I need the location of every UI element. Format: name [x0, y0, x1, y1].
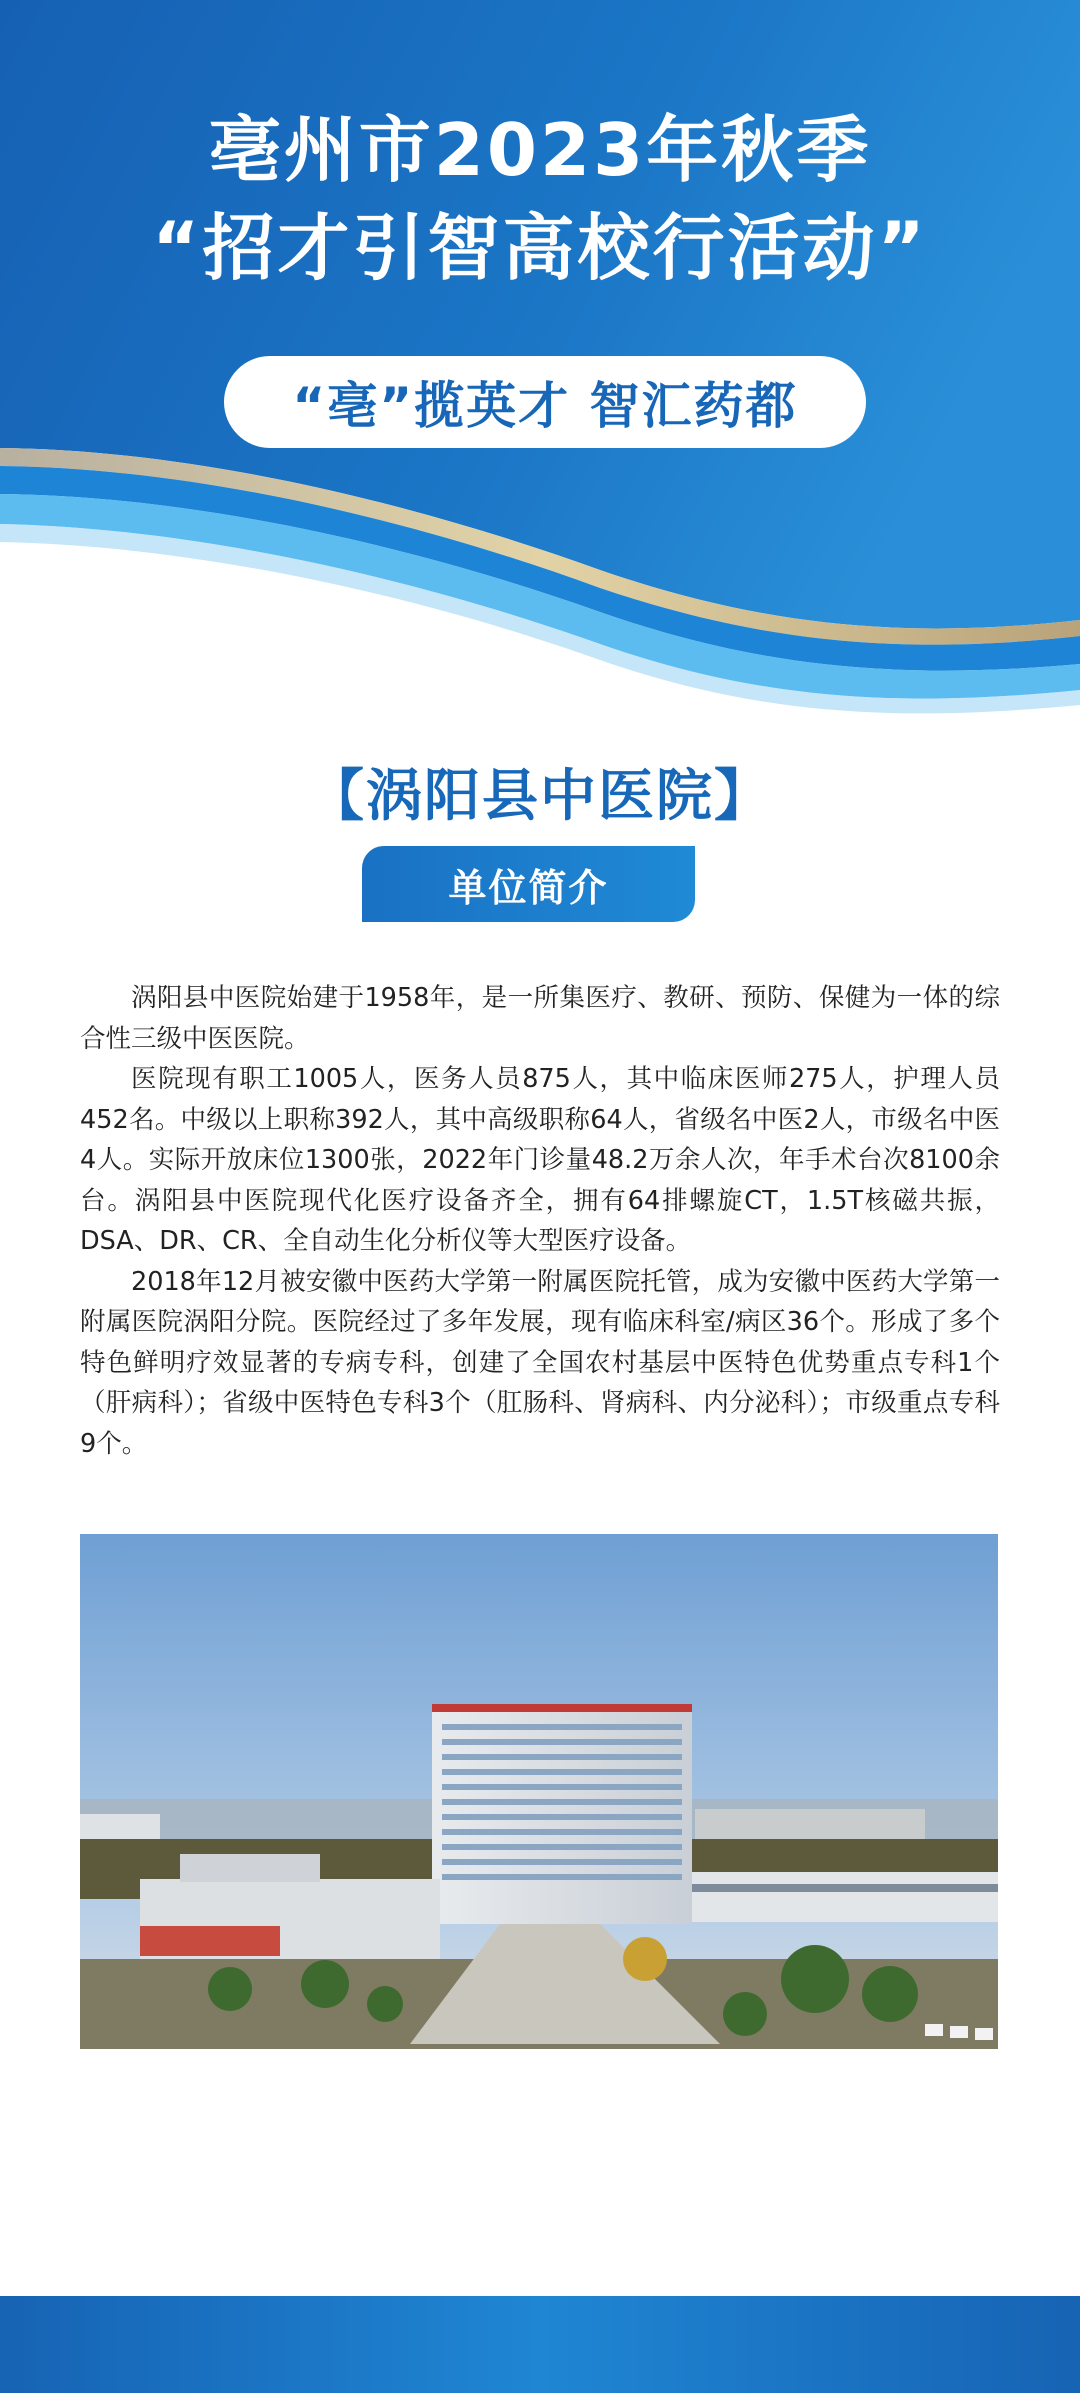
- slogan-pill: [224, 356, 866, 448]
- footer-bar: [0, 2296, 1080, 2393]
- organization-name: 【涡阳县中医院】: [308, 764, 772, 829]
- hospital-photo: [80, 1534, 998, 2049]
- event-title-line2: “招才引智高校行活动”: [152, 206, 928, 290]
- section-label: 单位简介: [448, 865, 609, 910]
- intro-paragraph-1: 涡阳县中医院始建于1958年，是一所集医疗、教研、预防、保健为一体的综合性三级中医医院。: [80, 983, 1000, 1054]
- section-badge: [362, 846, 695, 922]
- intro-paragraph-2: 医院现有职工1005人，医务人员875人，其中临床医师275人，护理人员452名。中级以上职称392人，其中高级职称64人，省级名中医2人，市级名中医4人。实际开放床位1300张，2022年门诊量48.2万余人次，年手术台次8100余台。涡阳县中医院现代化医疗设备齐全，拥有64排螺旋CT，1.5T核磁共振，DSA、DR、CR、全自动生化分析仪等大型医疗设备。: [80, 1064, 1000, 1256]
- event-title-line1: 亳州市2023年秋季: [208, 108, 872, 192]
- intro-text: [80, 978, 1000, 1464]
- intro-paragraph-3: 2018年12月被安徽中医药大学第一附属医院托管，成为安徽中医药大学第一附属医院涡阳分院。医院经过了多年发展，现有临床科室/病区36个。形成了多个特色鲜明疗效显著的专病专科，创建了全国农村基层中医特色优势重点专科1个（肝病科）；省级中医特色专科3个（肛肠科、肾病科、内分泌科）；市级重点专科9个。: [80, 1266, 1000, 1459]
- slogan-text: “亳”揽英才 智汇药都: [292, 377, 798, 435]
